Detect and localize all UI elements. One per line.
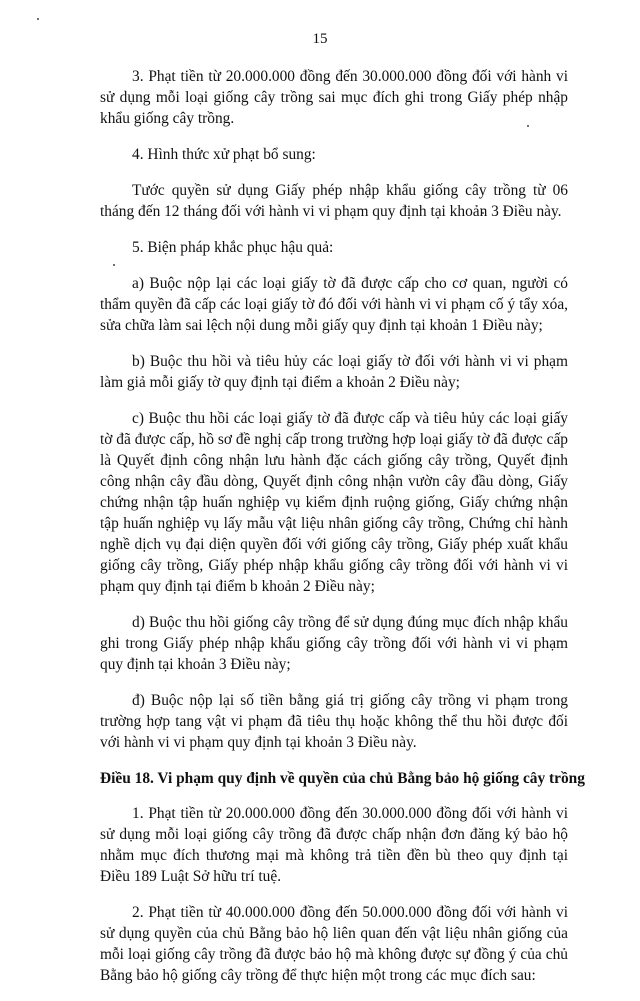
- article-paragraph-1: 1. Phạt tiền từ 20.000.000 đồng đến 30.000.000 đồng đối với hành vi sử dụng mỗi loại giống cây trồng đã được chấp nhận đơn đăng ký bảo hộ nhằm mục đích thương mại mà không trả tiền đền bù theo quy định tại Điều 189 Luật Sở hữu trí tuệ.: [100, 805, 568, 885]
- paragraph-clause-3: 3. Phạt tiền từ 20.000.000 đồng đến 30.000.000 đồng đối với hành vi sử dụng mỗi loại giống cây trồng sai mục đích ghi trong Giấy phép nhập khẩu giống cây trồng.: [100, 68, 568, 127]
- paragraph-additional-penalty: Tước quyền sử dụng Giấy phép nhập khẩu giống cây trồng từ 06 tháng đến 12 tháng đối với hành vi vi phạm quy định tại khoản 3 Điều này.: [100, 182, 568, 220]
- article-heading: Điều 18. Vi phạm quy định về quyền của chủ Bằng bảo hộ giống cây trồng: [100, 770, 585, 787]
- paragraph-clause-4: 4. Hình thức xử phạt bổ sung:: [132, 146, 316, 163]
- paragraph-item-a: a) Buộc nộp lại các loại giấy tờ đã được cấp cho cơ quan, người có thẩm quyền đã cấp các loại giấy tờ đó đối với hành vi vi phạm cố ý tẩy xóa, sửa chữa làm sai lệch nội dung mỗi giấy quy định tại khoản 1 Điều này;: [100, 275, 568, 334]
- article-paragraph-2: 2. Phạt tiền từ 40.000.000 đồng đến 50.000.000 đồng đối với hành vi sử dụng quyền của chủ Bằng bảo hộ liên quan đến vật liệu nhân giống của mỗi loại giống cây trồng đã được bảo hộ mà không được sự đồng ý của chủ Bằng bảo hộ giống cây trồng để thực hiện một trong các mục đích sau:: [100, 904, 568, 984]
- paragraph-item-c: c) Buộc thu hồi các loại giấy tờ đã được cấp và tiêu hủy các loại giấy tờ đã được cấp, hồ sơ đề nghị cấp trong trường hợp loại giấy tờ đã được cấp là Quyết định công nhận lưu hành đặc cách giống cây trồng, Quyết định công nhận cây đầu dòng, Quyết định công nhận vườn cây đầu dòng, Giấy chứng nhận tập huấn nghiệp vụ kiểm định ruộng giống, Giấy chứng nhận tập huấn nghiệp vụ lấy mẫu vật liệu nhân giống cây trồng, Chứng chỉ hành nghề dịch vụ đại diện quyền đối với giống cây trồng, Giấy phép xuất khẩu giống cây trồng, Giấy phép nhập khẩu giống cây trồng đối với hành vi vi phạm quy định tại điểm b khoản 2 Điều này;: [100, 410, 568, 595]
- paragraph-clause-5: 5. Biện pháp khắc phục hậu quả:: [132, 239, 334, 256]
- paragraph-item-dd: đ) Buộc nộp lại số tiền bằng giá trị giống cây trồng vi phạm trong trường hợp tang vật vi phạm đã tiêu thụ hoặc không thể thu hồi được đối với hành vi vi phạm quy định tại khoản 3 Điều này.: [100, 692, 568, 751]
- paragraph-item-d: d) Buộc thu hồi giống cây trồng để sử dụng đúng mục đích nhập khẩu ghi trong Giấy phép nhập khẩu giống cây trồng đối với hành vi vi phạm quy định tại khoản 3 Điều này;: [100, 614, 568, 673]
- document-body: [100, 66, 585, 1001]
- scan-speck: [37, 18, 39, 20]
- page-number: 15: [312, 31, 328, 47]
- paragraph-item-b: b) Buộc thu hồi và tiêu hủy các loại giấy tờ đối với hành vi vi phạm làm giả mỗi giấy tờ quy định tại điểm a khoản 2 Điều này;: [100, 353, 568, 391]
